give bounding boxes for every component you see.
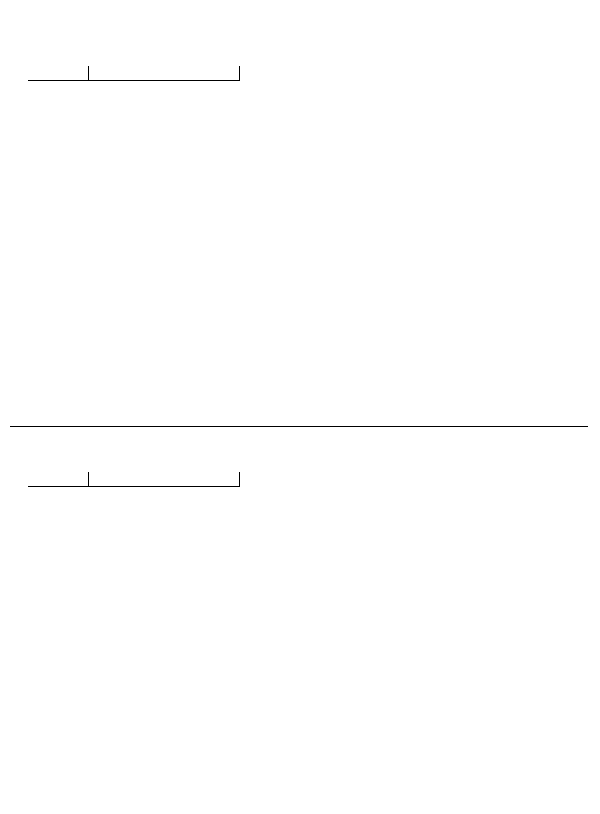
dc-header-actual	[159, 472, 240, 487]
ch2-dc-table	[28, 472, 240, 487]
ch1-dc-table	[28, 66, 240, 81]
dc-header-actual	[159, 66, 240, 81]
dc-header-nominal	[89, 472, 160, 487]
section-divider	[10, 426, 588, 427]
dc-header-nominal	[89, 66, 160, 81]
